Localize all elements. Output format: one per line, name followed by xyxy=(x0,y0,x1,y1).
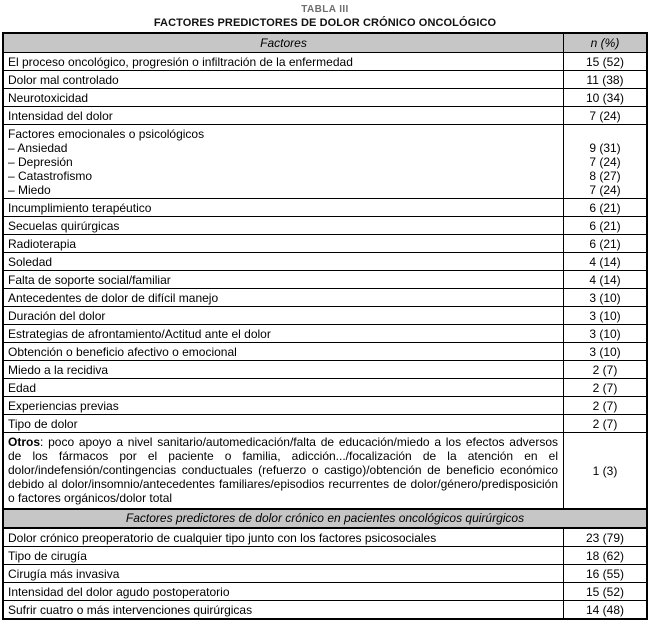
otros-value: 1 (3) xyxy=(563,433,646,508)
table-row xyxy=(4,582,646,600)
row-label: Neurotoxicidad xyxy=(8,91,89,105)
row-label: Estrategias de afrontamiento/Actitud ante el dolor xyxy=(8,327,271,341)
predictors-table xyxy=(2,32,648,620)
row-value: 7 (24) xyxy=(563,107,646,124)
emotional-item-value: 7 (24) xyxy=(589,183,621,197)
otros-row xyxy=(4,432,646,508)
row-value: 15 (52) xyxy=(563,53,646,70)
emotional-factors-labels xyxy=(4,125,563,198)
row-value: 6 (21) xyxy=(563,235,646,252)
table-row xyxy=(4,360,646,378)
row-value: 23 (79) xyxy=(563,529,646,546)
row-label: Dolor crónico preoperatorio de cualquier tipo junto con los factores psicosociales xyxy=(8,531,437,545)
table-row xyxy=(4,324,646,342)
table-row xyxy=(4,270,646,288)
row-label: Sufrir cuatro o más intervenciones quirúrgicas xyxy=(8,603,253,617)
row-label: Edad xyxy=(8,381,37,395)
table-row xyxy=(4,414,646,432)
row-value: 2 (7) xyxy=(563,361,646,378)
row-label: Dolor mal controlado xyxy=(8,73,119,87)
otros-text xyxy=(4,433,563,508)
row-value: 3 (10) xyxy=(563,325,646,342)
row-label: Tipo de dolor xyxy=(8,417,78,431)
table-number-title: TABLA III xyxy=(301,4,349,15)
row-value: 14 (48) xyxy=(563,601,646,618)
table-row xyxy=(4,234,646,252)
row-value: 2 (7) xyxy=(563,379,646,396)
row-label: Experiencias previas xyxy=(8,399,119,413)
table-row xyxy=(4,288,646,306)
row-value: 2 (7) xyxy=(563,415,646,432)
row-label: Antecedentes de dolor de difícil manejo xyxy=(8,291,219,305)
emotional-item-value: 8 (27) xyxy=(589,169,621,183)
row-label: Incumplimiento terapéutico xyxy=(8,201,152,215)
table-row xyxy=(4,306,646,324)
row-label: Duración del dolor xyxy=(8,309,106,323)
table-row xyxy=(4,53,646,70)
row-value: 6 (21) xyxy=(563,217,646,234)
row-label: Miedo a la recidiva xyxy=(8,363,109,377)
table-row xyxy=(4,529,646,546)
row-value: 18 (62) xyxy=(563,547,646,564)
row-value: 3 (10) xyxy=(563,289,646,306)
row-value: 11 (38) xyxy=(563,71,646,88)
table-row xyxy=(4,106,646,124)
row-label: Falta de soporte social/familiar xyxy=(8,273,171,287)
table-row xyxy=(4,600,646,618)
row-value: 6 (21) xyxy=(563,199,646,216)
row-label: Tipo de cirugía xyxy=(8,549,87,563)
row-label: Secuelas quirúrgicas xyxy=(8,219,120,233)
table-row xyxy=(4,564,646,582)
emotional-factors-values xyxy=(563,125,646,198)
emotional-item-label: – Miedo xyxy=(8,183,51,197)
emotional-item-label: – Depresión xyxy=(8,155,73,169)
column-header-n-percent: n (%) xyxy=(563,34,646,52)
emotional-item-value: 9 (31) xyxy=(589,141,621,155)
emotional-group-label: Factores emocionales o psicológicos xyxy=(8,127,205,141)
row-label: Radioterapia xyxy=(8,237,77,251)
table-row xyxy=(4,546,646,564)
row-value: 15 (52) xyxy=(563,583,646,600)
emotional-item-label: – Ansiedad xyxy=(8,141,68,155)
column-header-factors: Factores xyxy=(260,36,307,50)
table-row xyxy=(4,396,646,414)
table-row xyxy=(4,252,646,270)
row-value: 16 (55) xyxy=(563,565,646,582)
table-header-row xyxy=(4,34,646,53)
row-value: 3 (10) xyxy=(563,307,646,324)
row-value: 4 (14) xyxy=(563,271,646,288)
row-value: 2 (7) xyxy=(563,397,646,414)
emotional-factors-row xyxy=(4,124,646,198)
row-label: Intensidad del dolor agudo postoperatorio xyxy=(8,585,230,599)
row-label: Obtención o beneficio afectivo o emocional xyxy=(8,345,237,359)
row-label: Cirugía más invasiva xyxy=(8,567,120,581)
row-label: Intensidad del dolor xyxy=(8,109,113,123)
table-row xyxy=(4,88,646,106)
table-row xyxy=(4,342,646,360)
row-value: 4 (14) xyxy=(563,253,646,270)
otros-body-text: : poco apoyo a nivel sanitario/automedicación/falta de educación/miedo a los efectos adversos de los fármacos por el paciente o familia, adicción.../focalización de la atención en el dolor/indefensión/contingencias conductuales (refuerzo o castigo)/obtención de beneficio económico debido al dolor/insomnio/antecedentes familiares/episodios recurrentes de dolor/género/predisposición o factores orgánicos/dolor total xyxy=(8,435,558,505)
row-label: El proceso oncológico, progresión o infiltración de la enfermedad xyxy=(8,55,353,69)
otros-lead-label: Otros xyxy=(8,435,41,449)
row-value: 10 (34) xyxy=(563,89,646,106)
table-row xyxy=(4,378,646,396)
table-subtitle: FACTORES PREDICTORES DE DOLOR CRÓNICO ONCOLÓGICO xyxy=(153,17,497,29)
table-row xyxy=(4,216,646,234)
emotional-item-value: 7 (24) xyxy=(589,155,621,169)
emotional-item-label: – Catastrofismo xyxy=(8,169,93,183)
row-value: 3 (10) xyxy=(563,343,646,360)
section-header-quirurgicos: Factores predictores de dolor crónico en pacientes oncológicos quirúrgicos xyxy=(4,508,646,529)
table-row xyxy=(4,198,646,216)
table-row xyxy=(4,70,646,88)
row-label: Soledad xyxy=(8,255,53,269)
